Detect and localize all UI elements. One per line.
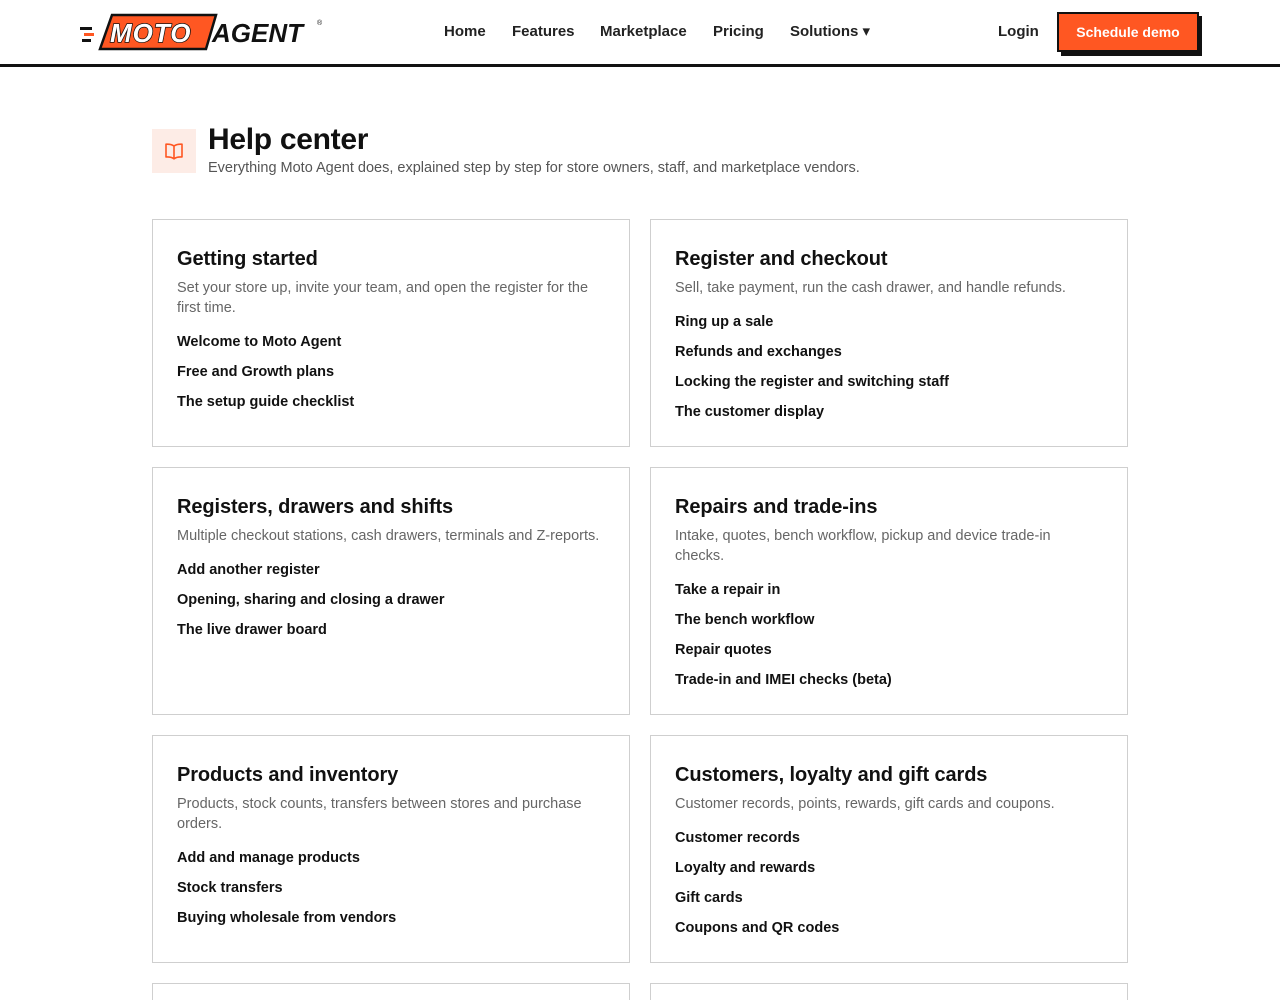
section-links (177, 848, 605, 928)
section-links (675, 312, 1103, 422)
section-description: Multiple checkout stations, cash drawers, terminals and Z-reports. (177, 528, 600, 544)
section-title: Products and inventory (177, 764, 399, 786)
section-card-getting-started (152, 219, 630, 447)
article-link[interactable]: The customer display (675, 404, 825, 420)
section-description: Intake, quotes, bench workflow, pickup and device trade-in checks. (675, 528, 1051, 564)
article-link[interactable]: The live drawer board (177, 622, 327, 638)
section-card-register-checkout (650, 219, 1128, 447)
section-card-partial (650, 983, 1128, 1000)
schedule-demo-wrapper (1057, 12, 1203, 56)
section-links (177, 332, 605, 412)
article-link[interactable]: Locking the register and switching staff (675, 374, 949, 390)
section-card-registers-drawers (152, 467, 630, 715)
article-link[interactable]: Add and manage products (177, 850, 360, 866)
article-link[interactable]: Opening, sharing and closing a drawer (177, 592, 445, 608)
section-description: Customer records, points, rewards, gift cards and coupons. (675, 796, 1055, 812)
article-link[interactable]: Customer records (675, 830, 800, 846)
section-title: Customers, loyalty and gift cards (675, 764, 988, 786)
article-link[interactable]: The setup guide checklist (177, 394, 355, 410)
nav-home[interactable]: Home (444, 23, 486, 40)
article-link[interactable]: Welcome to Moto Agent (177, 334, 342, 350)
section-description: Set your store up, invite your team, and open the register for the first time. (177, 280, 589, 316)
nav-pricing[interactable]: Pricing (713, 23, 764, 40)
moto-agent-logo[interactable] (80, 13, 324, 51)
section-card-products-inventory (152, 735, 630, 963)
section-card-partial (152, 983, 630, 1000)
nav-features[interactable]: Features (512, 23, 575, 40)
section-title: Register and checkout (675, 248, 888, 270)
section-links (177, 560, 605, 640)
section-card-customers-loyalty (650, 735, 1128, 963)
site-header (0, 0, 1280, 67)
nav-solutions-dropdown[interactable]: Solutions ▾ (790, 23, 871, 40)
article-link[interactable]: Coupons and QR codes (675, 920, 840, 936)
logo-text-right: AGENT (212, 18, 303, 48)
logo-text-left: MOTO (110, 18, 192, 48)
logo-mark: ® (317, 20, 323, 27)
article-link[interactable]: Refunds and exchanges (675, 344, 842, 360)
article-link[interactable]: Buying wholesale from vendors (177, 910, 397, 926)
section-description: Sell, take payment, run the cash drawer, and handle refunds. (675, 280, 1066, 296)
article-link[interactable]: Loyalty and rewards (675, 860, 816, 876)
section-links (675, 580, 1103, 690)
article-link[interactable]: Repair quotes (675, 642, 772, 658)
page-title: Help center (208, 123, 369, 156)
section-description: Products, stock counts, transfers between stores and purchase orders. (177, 796, 582, 832)
section-title: Registers, drawers and shifts (177, 496, 454, 518)
article-link[interactable]: Trade-in and IMEI checks (beta) (675, 672, 892, 688)
page-subtitle: Everything Moto Agent does, explained step by step for store owners, staff, and marketplace vendors. (208, 160, 860, 176)
schedule-demo-button[interactable]: Schedule demo (1057, 12, 1199, 52)
article-link[interactable]: The bench workflow (675, 612, 815, 628)
section-links (675, 828, 1103, 938)
article-link[interactable]: Take a repair in (675, 582, 781, 598)
section-card-repairs-tradeins (650, 467, 1128, 715)
nav-marketplace[interactable]: Marketplace (600, 23, 687, 40)
article-link[interactable]: Stock transfers (177, 880, 283, 896)
article-link[interactable]: Ring up a sale (675, 314, 774, 330)
article-link[interactable]: Add another register (177, 562, 320, 578)
section-title: Repairs and trade-ins (675, 496, 878, 518)
article-link[interactable]: Free and Growth plans (177, 364, 335, 380)
book-open-icon (152, 129, 196, 173)
section-title: Getting started (177, 248, 318, 270)
article-link[interactable]: Gift cards (675, 890, 743, 906)
login-link[interactable]: Login (998, 23, 1039, 40)
